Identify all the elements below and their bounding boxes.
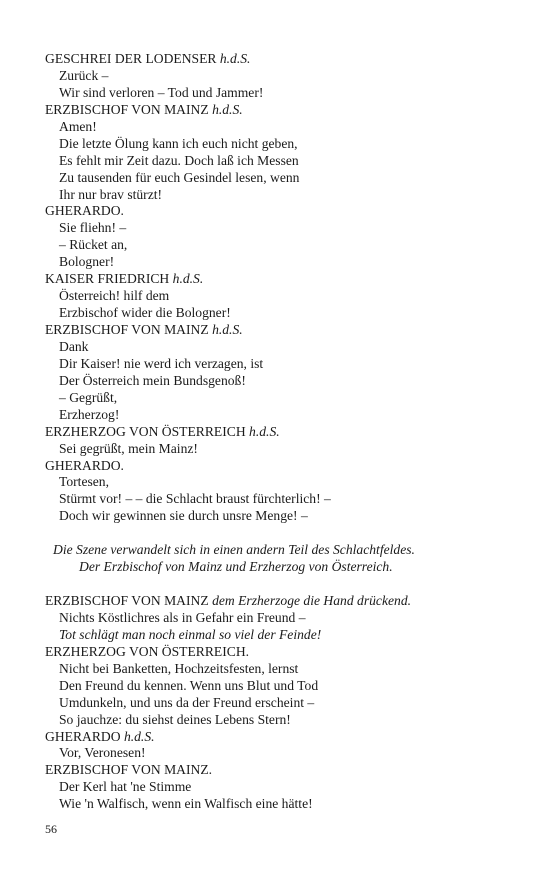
speaker-name: ERZHERZOG VON ÖSTERREICH xyxy=(45,423,246,439)
verse-line: Ihr nur brav stürzt! xyxy=(59,186,163,202)
stage-direction: h.d.S. xyxy=(212,322,243,337)
speaker-name: KAISER FRIEDRICH xyxy=(45,271,170,287)
verse-line: Tortesen, xyxy=(59,474,110,490)
speaker-line xyxy=(45,762,515,779)
speaker-line xyxy=(45,593,515,610)
speaker-name: ERZBISCHOF VON MAINZ xyxy=(45,101,209,117)
speaker-line xyxy=(45,102,515,119)
speaker-line xyxy=(45,203,515,220)
verse-line: Vor, Veronesen! xyxy=(59,745,146,761)
verse-line: Der Österreich mein Bundsgenoß! xyxy=(59,372,246,388)
verse-line: – Rücket an, xyxy=(59,237,128,253)
speaker-name: ERZHERZOG VON ÖSTERREICH. xyxy=(45,643,250,659)
speaker-name: GHERARDO. xyxy=(45,457,124,473)
verse-line: Bologner! xyxy=(59,254,115,270)
speaker-name: GHERARDO. xyxy=(45,203,124,219)
verse-line: Umdunkeln, und uns da der Freund erscheint – xyxy=(59,694,315,710)
verse-line: Der Kerl hat 'ne Stimme xyxy=(59,779,192,795)
verse-line: Es fehlt mir Zeit dazu. Doch laß ich Messen xyxy=(59,152,299,168)
stage-direction: h.d.S. xyxy=(123,728,155,744)
speaker-name: GHERARDO xyxy=(45,728,121,744)
verse-line: Stürmt vor! – – die Schlacht braust fürchterlich! – xyxy=(59,491,331,507)
speaker-line xyxy=(45,424,515,441)
verse-line: Österreich! hilf dem xyxy=(59,288,170,304)
scene-direction: Die Szene verwandelt sich in einen andern Teil des Schlachtfeldes. xyxy=(53,542,415,558)
verse-line: Dir Kaiser! nie werd ich verzagen, ist xyxy=(59,355,264,371)
stage-direction: h.d.S. xyxy=(219,51,251,66)
verse-line: Zu tausenden für euch Gesindel lesen, wenn xyxy=(59,169,300,185)
speaker-line xyxy=(45,271,515,288)
verse-line: Sie fliehn! – xyxy=(59,220,127,236)
verse-line: Amen! xyxy=(59,118,97,134)
verse-line: Tot schlägt man noch einmal so viel der Feinde! xyxy=(59,626,322,642)
verse-line: – Gegrüßt, xyxy=(59,389,118,405)
text-column xyxy=(45,51,515,813)
stage-direction: h.d.S. xyxy=(249,423,280,439)
verse-line: Wir sind verloren – Tod und Jammer! xyxy=(59,84,264,100)
verse-line: Erzherzog! xyxy=(59,406,120,422)
verse-line: Zurück – xyxy=(59,67,109,83)
verse-line: Nicht bei Banketten, Hochzeitsfesten, lernst xyxy=(59,660,299,676)
stage-direction: h.d.S. xyxy=(172,271,204,287)
verse-line: Die letzte Ölung kann ich euch nicht geben, xyxy=(59,135,298,151)
blank-line xyxy=(45,525,515,542)
blank-line xyxy=(45,576,515,593)
speaker-name: ERZBISCHOF VON MAINZ. xyxy=(45,762,213,778)
speaker-line xyxy=(45,729,515,746)
verse-line: Sei gegrüßt, mein Mainz! xyxy=(59,440,198,456)
stage-direction: dem Erzherzoge die Hand drückend. xyxy=(212,593,412,608)
stage-direction: h.d.S. xyxy=(212,101,243,117)
verse-line: Wie 'n Walfisch, wenn ein Walfisch eine hätte! xyxy=(59,796,313,812)
speaker-name: GESCHREI DER LODENSER xyxy=(45,51,217,66)
verse-line: Doch wir gewinnen sie durch unsre Menge! – xyxy=(59,508,308,524)
verse-line: Erzbischof wider die Bologner! xyxy=(59,305,231,321)
verse-line: Nichts Köstlichres als in Gefahr ein Freund – xyxy=(59,609,306,625)
speaker-line xyxy=(45,51,515,68)
speaker-line xyxy=(45,322,515,339)
speaker-line xyxy=(45,458,515,475)
verse-line: So jauchze: du siehst deines Lebens Stern! xyxy=(59,711,291,727)
speaker-line xyxy=(45,644,515,661)
verse-line: Den Freund du kennen. Wenn uns Blut und Tod xyxy=(59,677,319,693)
speaker-name: ERZBISCHOF VON MAINZ xyxy=(45,322,209,337)
page-number: 56 xyxy=(45,822,57,836)
speaker-name: ERZBISCHOF VON MAINZ xyxy=(45,593,209,608)
verse-line: Dank xyxy=(59,338,89,354)
scene-direction: Der Erzbischof von Mainz und Erzherzog von Österreich. xyxy=(79,559,393,575)
